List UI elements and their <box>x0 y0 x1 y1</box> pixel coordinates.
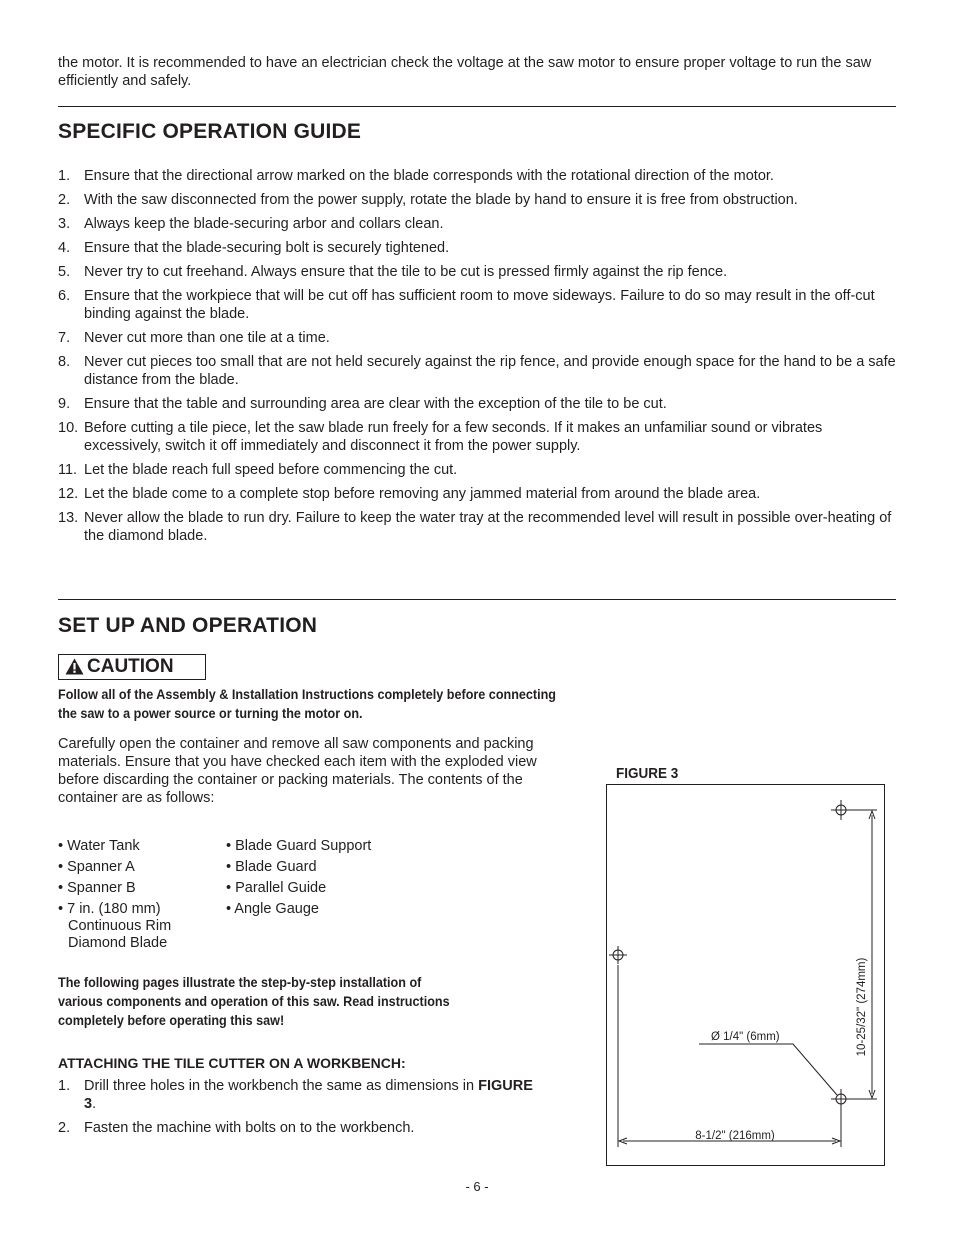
step-number: 1. <box>58 168 71 184</box>
section-title-operation-guide: SPECIFIC OPERATION GUIDE <box>58 120 362 143</box>
step-number: 4. <box>58 240 71 256</box>
step-number: 12. <box>58 486 79 502</box>
step-text: Drill three holes in the workbench the same as dimensions in <box>84 1078 479 1094</box>
warning-line: the saw to a power source or turning the motor on. <box>58 705 363 721</box>
step-number: 2. <box>58 192 71 208</box>
step-text: Always keep the blade-securing arbor and collars clean. <box>84 216 444 232</box>
list-item: Continuous Rim <box>68 918 172 934</box>
open-container-paragraph: Carefully open the container and remove all saw components and packing materials. Ensure that you have checked each item with the exploded view before discarding the container or packing materials. The contents of the container are as follows: <box>58 736 537 806</box>
step-number: 6. <box>58 288 71 304</box>
step-text: Let the blade reach full speed before commencing the cut. <box>84 462 458 478</box>
operation-steps-list <box>58 167 898 551</box>
horizontal-dimension-label: 8-1/2" (216mm) <box>695 1130 775 1142</box>
list-item: • Spanner B <box>58 880 136 896</box>
list-item <box>58 287 898 323</box>
list-item: • Blade Guard Support <box>226 838 372 854</box>
intro-paragraph: the motor. It is recommended to have an electrician check the voltage at the saw motor to ensure proper voltage to run the saw efficiently and safely. <box>58 55 872 89</box>
attach-steps-list <box>58 1077 538 1143</box>
list-item <box>58 1077 538 1113</box>
list-item <box>58 353 898 389</box>
hole-marker-top <box>831 800 851 820</box>
list-item <box>58 419 898 455</box>
follow-line: completely before operating this saw! <box>58 1012 285 1028</box>
contents-column-2 <box>226 838 371 922</box>
list-item: • 7 in. (180 mm) <box>58 901 161 917</box>
step-number: 9. <box>58 396 71 412</box>
list-item: • Blade Guard <box>226 859 317 875</box>
step-text: Ensure that the directional arrow marked on the blade corresponds with the rotational direction of the motor. <box>84 168 774 184</box>
list-item <box>58 1119 538 1137</box>
list-item <box>58 509 898 545</box>
caution-box <box>58 654 206 680</box>
caution-warning-text <box>58 685 634 723</box>
warning-line: Follow all of the Assembly & Installation Instructions completely before connecting <box>58 686 557 702</box>
step-text: . <box>92 1096 97 1112</box>
step-text: Ensure that the workpiece that will be cut off has sufficient room to move sideways. Failure to do so may result in the off-cut binding against the blade. <box>84 288 875 322</box>
vertical-dimension-label: 10-25/32" (274mm) <box>856 957 868 1057</box>
list-item <box>58 263 898 281</box>
section-title-setup: SET UP AND OPERATION <box>58 614 318 637</box>
step-number: 2. <box>58 1120 71 1136</box>
step-text: Never allow the blade to run dry. Failure to keep the water tray at the recommended level will result in possible over-heating of the diamond blade. <box>84 510 892 544</box>
step-number: 8. <box>58 354 71 370</box>
step-text: With the saw disconnected from the power supply, rotate the blade by hand to ensure it is free from obstruction. <box>84 192 798 208</box>
step-number: 10. <box>58 420 79 436</box>
step-number: 11. <box>58 462 78 478</box>
contents-column-1 <box>58 838 171 952</box>
step-number: 5. <box>58 264 71 280</box>
list-item <box>58 395 898 413</box>
step-text: Never cut pieces too small that are not held securely against the rip fence, and provide enough space for the hand to be a safe distance from the blade. <box>84 354 896 388</box>
step-number: 1. <box>58 1078 71 1094</box>
list-item <box>58 239 898 257</box>
section-divider <box>58 599 896 600</box>
caution-label: CAUTION <box>87 656 174 677</box>
figure-reference: FIGURE 3 <box>84 1078 533 1112</box>
list-item <box>58 329 898 347</box>
step-text: Never cut more than one tile at a time. <box>84 330 330 346</box>
step-text: Never try to cut freehand. Always ensure that the tile to be cut is pressed firmly against the rip fence. <box>84 264 728 280</box>
section-divider <box>58 106 896 107</box>
hole-marker-left <box>609 946 627 964</box>
warning-triangle-icon <box>65 658 84 682</box>
list-item: • Angle Gauge <box>226 901 319 917</box>
step-text: Fasten the machine with bolts on to the workbench. <box>84 1120 415 1136</box>
figure-label: FIGURE 3 <box>616 765 679 782</box>
diameter-dimension-label: Ø 1/4" (6mm) <box>711 1031 780 1043</box>
follow-instructions-text <box>58 973 517 1030</box>
attach-heading: ATTACHING THE TILE CUTTER ON A WORKBENCH: <box>58 1055 406 1071</box>
follow-line: The following pages illustrate the step-by-step installation of <box>58 974 422 990</box>
step-text: Let the blade come to a complete stop before removing any jammed material from around the blade area. <box>84 486 761 502</box>
step-number: 7. <box>58 330 71 346</box>
step-number: 3. <box>58 216 71 232</box>
list-item: • Parallel Guide <box>226 880 327 896</box>
list-item <box>58 167 898 185</box>
page-number: - 6 - <box>465 1179 489 1194</box>
list-item <box>58 191 898 209</box>
step-number: 13. <box>58 510 79 526</box>
list-item: • Water Tank <box>58 838 140 854</box>
list-item <box>58 485 898 503</box>
list-item: • Spanner A <box>58 859 135 875</box>
step-text: Ensure that the table and surrounding area are clear with the exception of the tile to be cut. <box>84 396 667 412</box>
figure-3-diagram <box>606 784 885 1166</box>
follow-line: various components and operation of this saw. Read instructions <box>58 993 450 1009</box>
list-item <box>58 461 898 479</box>
step-text: Before cutting a tile piece, let the saw blade run freely for a few seconds. If it makes an unfamiliar sound or vibrates excessively, switch it off immediately and disconnect it from the power supply. <box>84 420 823 454</box>
step-text: Ensure that the blade-securing bolt is securely tightened. <box>84 240 450 256</box>
list-item: Diamond Blade <box>68 935 168 951</box>
list-item <box>58 215 898 233</box>
